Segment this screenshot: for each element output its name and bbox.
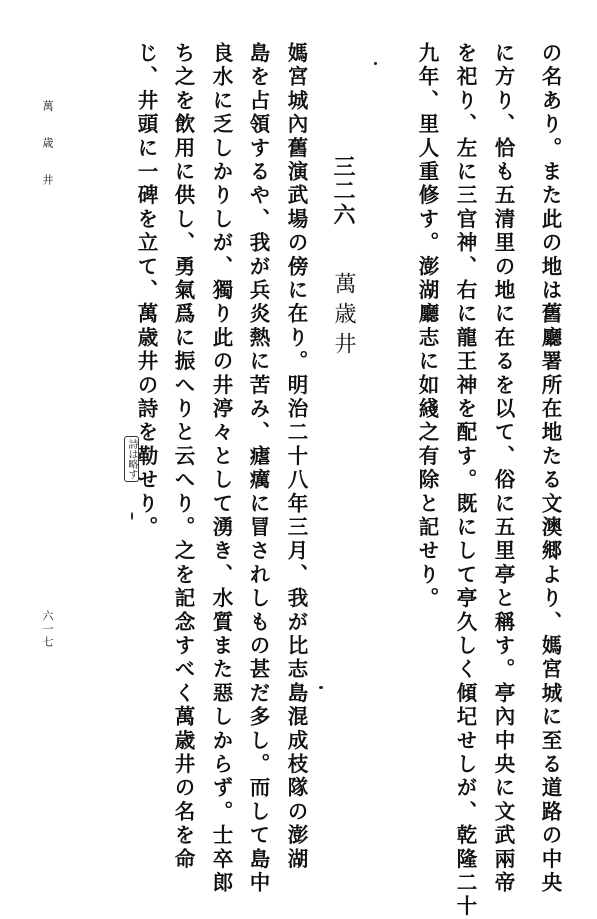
text-column-7: 良水に乏しかりしが、獨り此の井渟々として湧き、水質また惡しからず。士卒郎 (209, 42, 233, 896)
text-column-9: じ、井頭に一碑を立て、萬歳井の詩を勒せり。 (134, 42, 158, 540)
text-column-4: 九年、里人重修す。澎湖廳志に如綫之有除と記せり。 (415, 42, 439, 611)
page-number: 六一七 (41, 610, 54, 649)
text-column-1: の名あり。また此の地は舊廳署所在地たる文澳郷より、媽宮城に至る道路の中央 (538, 42, 562, 896)
section-title: 萬歳井 (331, 272, 356, 362)
print-speck (131, 512, 133, 520)
running-head: 萬歳井 (41, 100, 54, 211)
section-number: 三二六 (330, 155, 356, 227)
editorial-note: 詩は略す (124, 436, 139, 482)
text-column-8: ち之を飲用に供し、勇氣爲に振へりと云へり。之を記念すべく萬歳井の名を命 (171, 42, 195, 872)
print-speck (319, 686, 323, 689)
text-column-6: 島を占領するや、我が兵炎熱に苦み、瘧癘に冒されしもの甚だ多し。而して島中 (246, 42, 270, 896)
text-column-3: を祀り、左に三官神、右に龍王神を配す。既にして亭久しく傾圮せしが、乾隆二十 (453, 42, 477, 919)
print-speck (374, 62, 377, 65)
text-column-2: に方り、恰も五清里の地に在るを以て、俗に五里亭と稱す。亭內中央に文武兩帝 (491, 42, 515, 896)
text-column-5: 媽宮城內舊演武場の傍に在り。明治二十八年三月、我が比志島混成枝隊の澎湖 (284, 42, 308, 872)
